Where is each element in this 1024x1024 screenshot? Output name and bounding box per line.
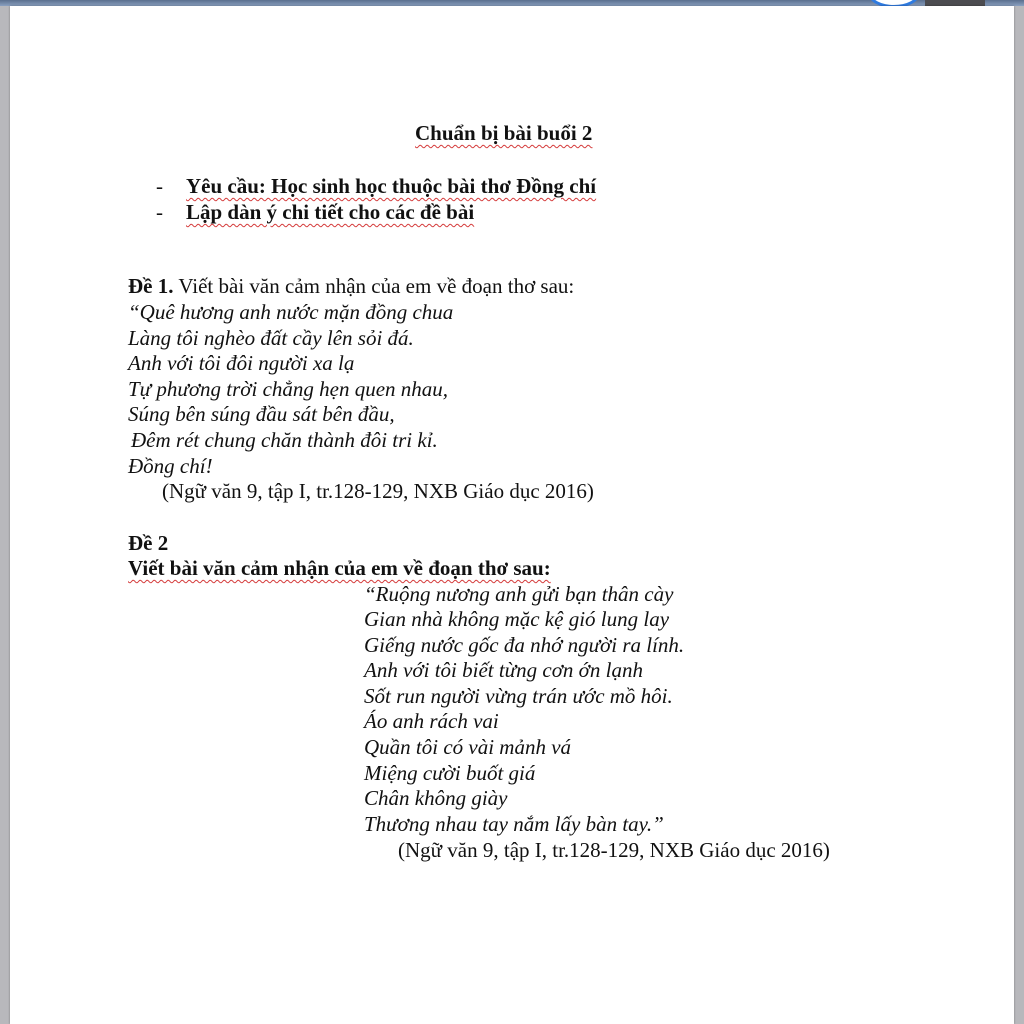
bullet-dash: - bbox=[156, 174, 163, 198]
de1-poem-line: Làng tôi nghèo đất cầy lên sỏi đá. bbox=[128, 326, 414, 350]
de2-label: Đề 2 bbox=[128, 531, 169, 555]
de1-poem-line: Đồng chí! bbox=[128, 454, 213, 478]
de2-poem-line: Sốt run người vừng trán ước mồ hôi. bbox=[364, 684, 673, 708]
de2-poem-line: Miệng cười buốt giá bbox=[364, 761, 536, 785]
de1-prompt: Viết bài văn cảm nhận của em về đoạn thơ sau: bbox=[178, 274, 575, 298]
de2-poem-line: “Ruộng nương anh gửi bạn thân cày bbox=[364, 582, 674, 606]
de1-label: Đề 1. bbox=[128, 274, 174, 298]
de2-poem-line: Giếng nước gốc đa nhớ người ra lính. bbox=[364, 633, 685, 657]
bullet-dash: - bbox=[156, 200, 163, 224]
de1-poem-line: Đêm rét chung chăn thành đôi tri kỉ. bbox=[131, 428, 438, 452]
de1-poem-line: Súng bên súng đầu sát bên đầu, bbox=[128, 402, 395, 426]
de2-poem-line: Thương nhau tay nắm lấy bàn tay.” bbox=[364, 812, 664, 836]
requirement-item: Lập dàn ý chi tiết cho các đề bài bbox=[186, 200, 475, 224]
document-title: Chuẩn bị bài buổi 2 bbox=[415, 121, 593, 145]
de1-poem-line: Anh với tôi đôi người xa lạ bbox=[128, 351, 355, 375]
de2-poem-line: Anh với tôi biết từng cơn ớn lạnh bbox=[364, 658, 643, 682]
de1-heading bbox=[128, 276, 574, 297]
de2-source: (Ngữ văn 9, tập I, tr.128-129, NXB Giáo dục 2016) bbox=[398, 838, 830, 862]
de1-poem-line: Tự phương trời chẳng hẹn quen nhau, bbox=[128, 377, 449, 401]
document-page bbox=[10, 6, 1014, 1024]
de2-poem-line: Chân không giày bbox=[364, 786, 508, 810]
requirement-item: Yêu cầu: Học sinh học thuộc bài thơ Đồng chí bbox=[186, 174, 597, 198]
de2-poem-line: Gian nhà không mặc kệ gió lung lay bbox=[364, 607, 670, 631]
de2-poem-line: Áo anh rách vai bbox=[364, 709, 499, 733]
de1-source: (Ngữ văn 9, tập I, tr.128-129, NXB Giáo dục 2016) bbox=[162, 479, 594, 503]
de1-poem-line: “Quê hương anh nước mặn đồng chua bbox=[128, 300, 454, 324]
de2-poem-line: Quần tôi có vài mảnh vá bbox=[364, 735, 572, 759]
de2-prompt: Viết bài văn cảm nhận của em về đoạn thơ sau: bbox=[128, 556, 551, 580]
